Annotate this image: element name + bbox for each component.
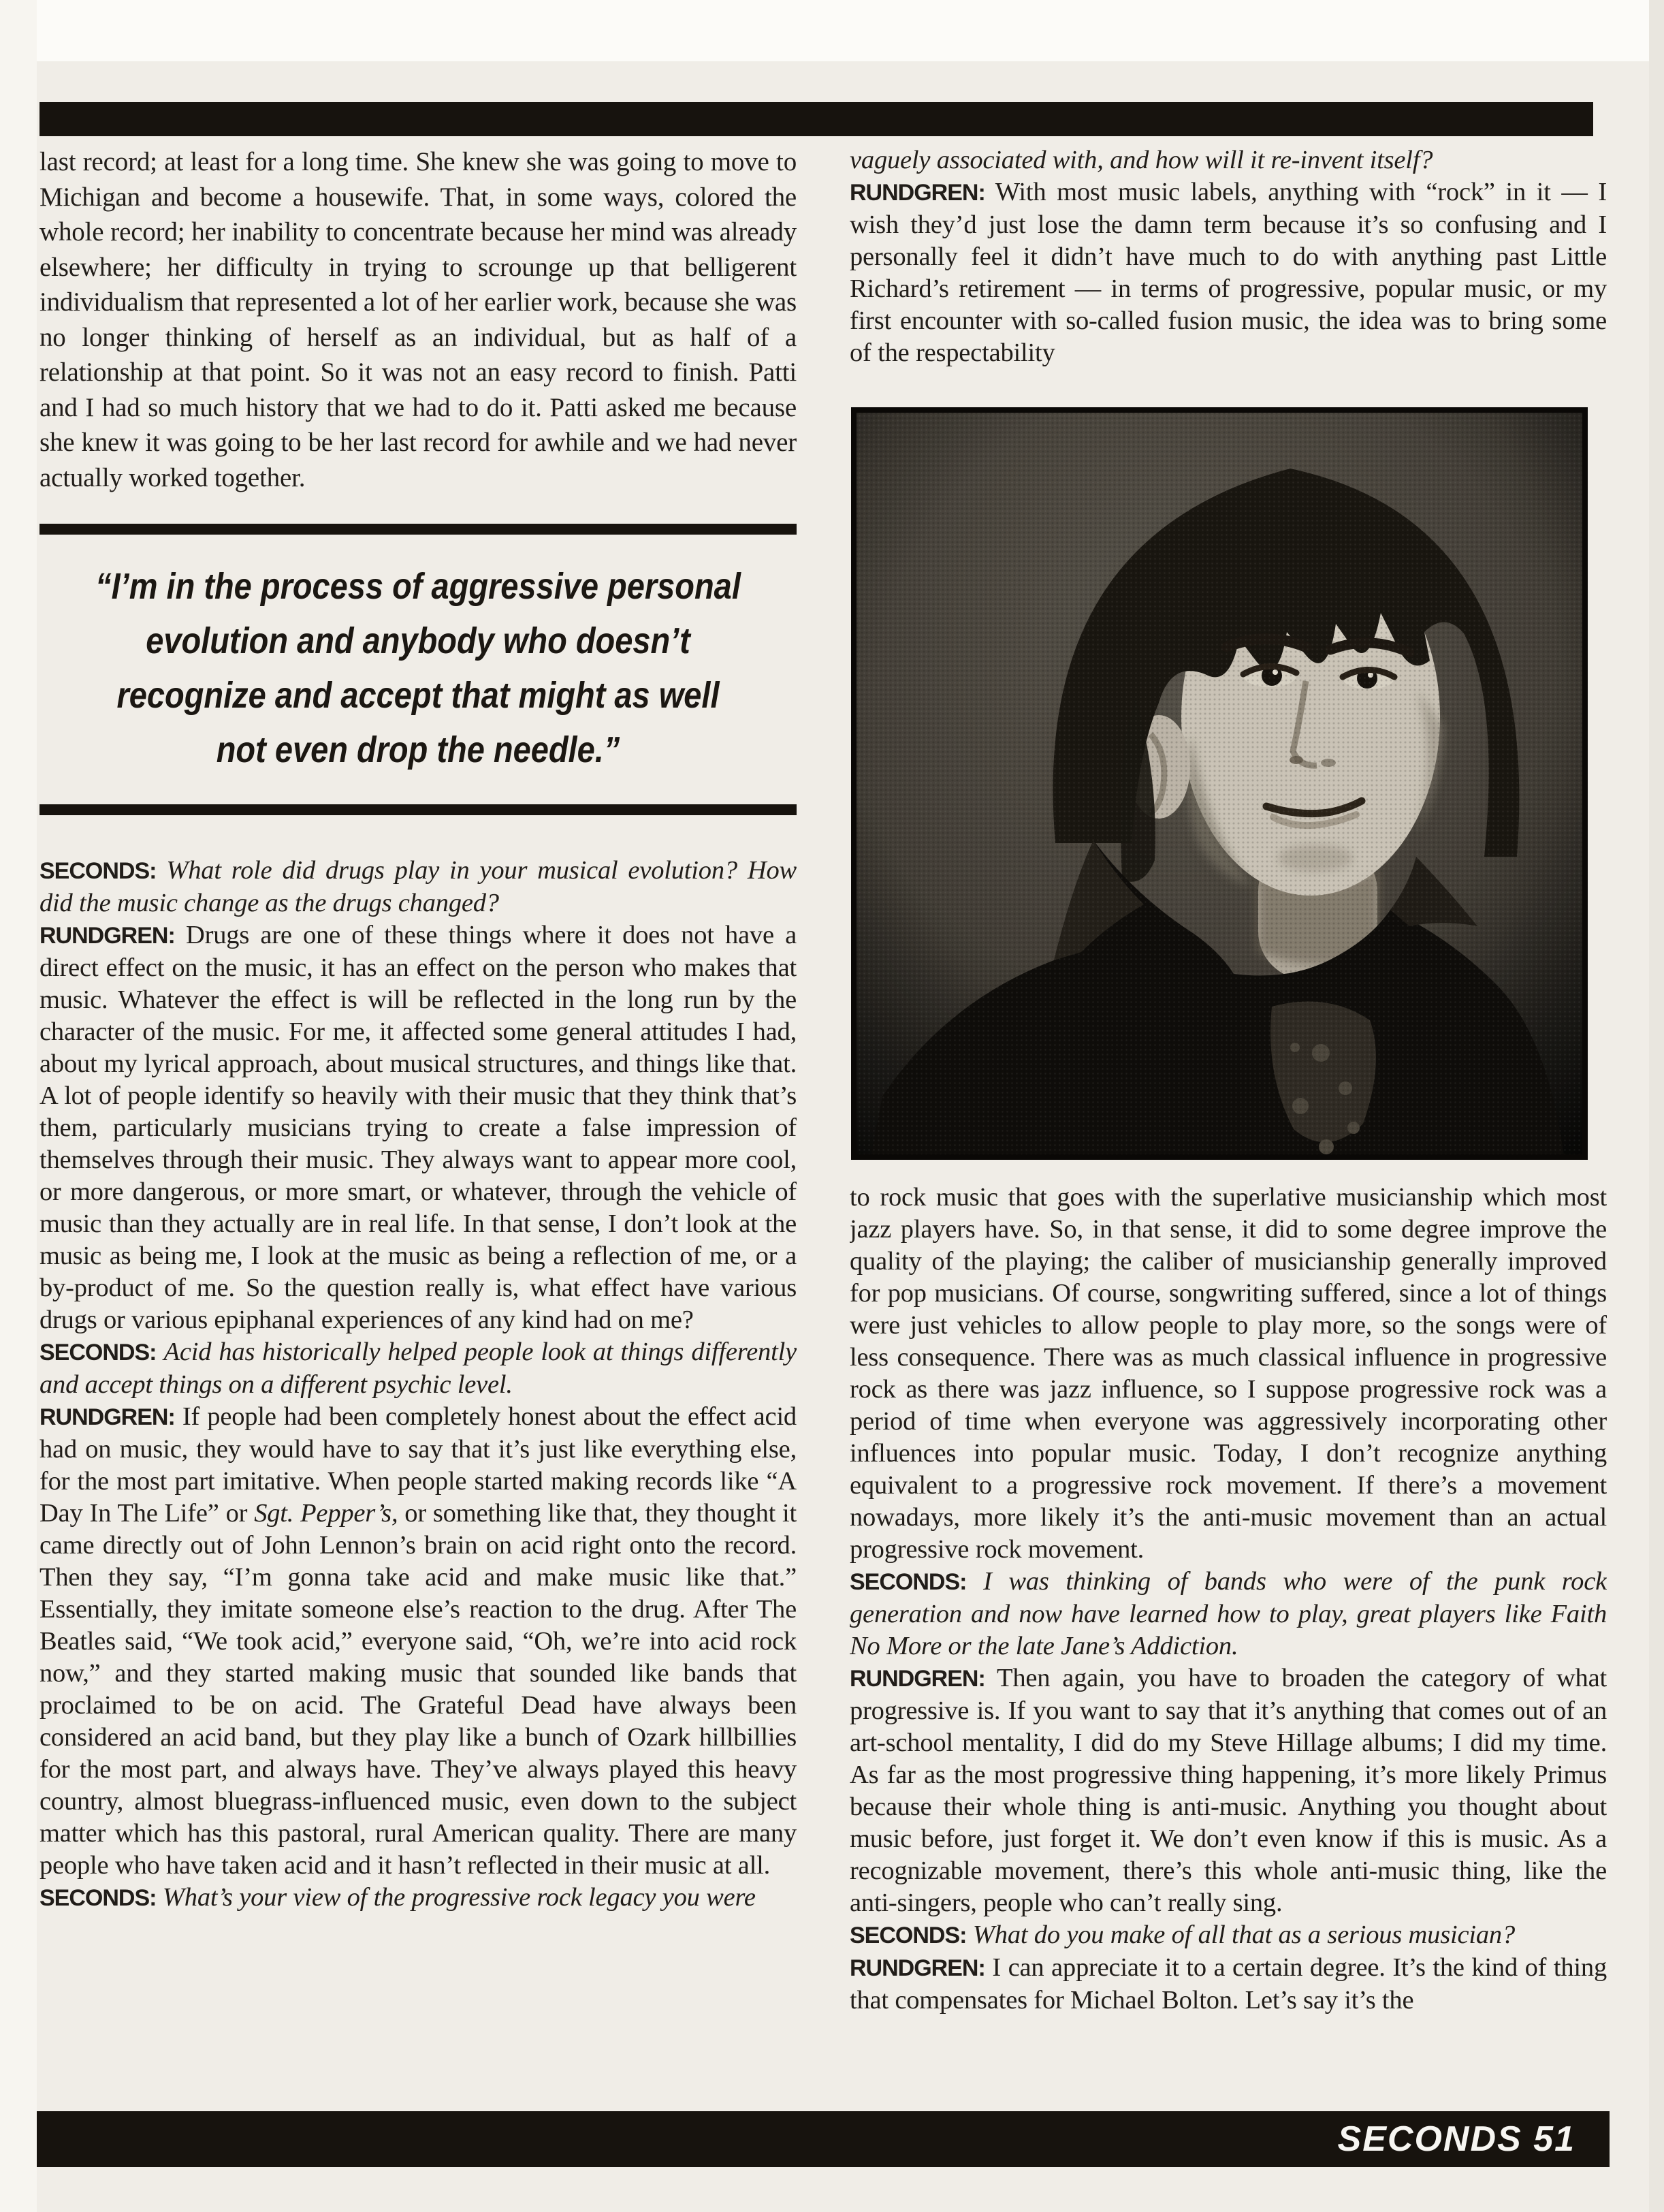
header-rule-bar [39,102,1593,136]
pull-quote [39,524,797,815]
qa-answer [39,919,797,1336]
portrait-photo-illustration [851,407,1588,1160]
question-continuation: vaguely associated with, and how will it re-invent itself? [850,146,1433,174]
pull-quote-line: recognize and accept that might as well [116,675,720,716]
qa-answer [39,1401,797,1882]
speaker-label: SECONDS: [39,1340,157,1365]
pull-quote-top-rule [39,524,797,535]
pull-quote-text [89,535,747,804]
speaker-label: SECONDS: [850,1923,967,1948]
pull-quote-line: evolution and anybody who doesn’t [146,620,690,661]
qa-question [850,1566,1607,1662]
footer-rule-bar [37,2111,1610,2167]
left-column [39,144,797,2106]
qa-question [850,1919,1607,1952]
question-text: What do you make of all that as a serious musician? [972,1921,1516,1949]
qa-question [39,1882,797,1914]
answer-text: or something like that, they thought it came directly out of John Lennon’s brain on acid right onto the record. Then they say, “I’m gonna take acid and make music like that.” Essentially, they imitate someone else’s reaction to the drug. After The Beatles said, “We took acid,” everyone said, “Oh, we’re into acid rock now,” and they started making music that sounded like bands that proclaimed to be on acid. The Grateful Dead have always been considered an acid band, but they play like a bunch of Ozark hillbillies for the most part, and always have. They’ve always played this heavy country, almost bluegrass-influenced music, even down to the subject matter which has this pastoral, rural American quality. There are many people who have taken acid and it hasn’t reflected in their music at all. [39,1499,797,1880]
pull-quote-line: not even drop the needle.” [216,729,620,770]
question-text: I was thinking of bands who were of the punk rock generation and now have learned how to play, great players like Faith No More or the late Jane’s Addiction. [850,1567,1607,1660]
album-title-italic: Sgt. Pepper’s, [254,1499,398,1528]
speaker-label: RUNDGREN: [850,180,985,206]
question-text: What role did drugs play in your musical evolution? How did the music change as the drugs changed? [39,856,797,917]
intro-paragraph: last record; at least for a long time. She knew she was going to move to Michigan and become a housewife. That, in some ways, colored the whole record; her inability to concentrate because her mind was already elsewhere; her difficulty in trying to scrounge up that belligerent individualism that represented a lot of her earlier work, because she was no longer thinking of herself as an individual, but as half of a relationship at that point. So it was not an easy record to finish. Patti and I had so much history that we had to do it. Patti asked me because she knew it was going to be her last record for awhile and we had never actually worked together. [39,147,797,492]
portrait-photo [851,407,1588,1160]
pull-quote-line: “I’m in the process of aggressive personal [95,566,741,607]
qa-answer [850,176,1607,369]
speaker-label: SECONDS: [850,1569,967,1595]
speaker-label: SECONDS: [39,858,157,884]
qa-answer [850,1662,1607,1919]
answer-text: With most music labels, anything with “rock” in it — I wish they’d just lose the damn term because it’s so confusing and I personally feel it didn’t have much to do with anything past Little Richard’s retirement — in terms of progressive, popular music, or my first encounter with so-called fusion music, the idea was to bring some of the respectability [850,178,1607,367]
question-text: What’s your view of the progressive rock legacy you were [162,1883,756,1912]
speaker-label: RUNDGREN: [850,1666,985,1692]
page-left-margin [0,0,37,2212]
answer-text: I can appreciate it to a certain degree. It’s the kind of thing that compensates for Michael Bolton. Let’s say it’s the [850,1953,1607,2014]
answer-text: Then again, you have to broaden the category of what progressive is. If you want to say that it’s anything that comes out of an art-school mentality, I did do my Steve Hillage albums; I did my time. As far as the most progressive thing happening, it’s more likely Primus because their whole thing is anti-music. Anything you thought about music before, just forget it. We don’t even know if this is music. As a recognizable movement, there’s this whole anti-music thing, like the anti-singers, people who can’t really sing. [850,1664,1607,1917]
answer-text: Drugs are one of these things where it does not have a direct effect on the music, it has an effect on the person who makes that music. Whatever the effect is will be reflected in the long run by the character of the music. For me, it affected some general attitudes I had, about my lyrical approach, about musical structures, and things like that. A lot of people identify so heavily with their music that they think that’s them, particularly musicians trying to create a false impression of themselves through their music. They always want to appear more cool, or more dangerous, or more smart, or whatever, through the vehicle of music than they actually are in real life. In that sense, I don’t look at the music as being me, I look at the music as being a reflection of me, or a by-product of me. So the question really is, what effect have various drugs or various epiphanal experiences of any kind had on me? [39,921,797,1334]
page-right-margin [1649,0,1664,2212]
speaker-label: RUNDGREN: [850,1955,985,1981]
speaker-label: RUNDGREN: [39,1404,175,1430]
speaker-label: SECONDS: [39,1885,157,1911]
pull-quote-bottom-rule [39,804,797,815]
speaker-label: RUNDGREN: [39,923,175,949]
right-column [850,144,1607,2106]
question-text: Acid has historically helped people look at things differently and accept things on a different psychic level. [39,1338,797,1399]
answer-text: If people had been completely honest about the effect acid had on music, they would have to say that it’s just like everything else, for the most part imitative. When people started making records like “A Day In The Life” or [39,1402,797,1528]
footer-page-label: SECONDS 51 [1337,2119,1575,2159]
qa-question [39,855,797,919]
qa-answer [850,1952,1607,2017]
qa-question [39,1336,797,1401]
qa-answer-continuation: to rock music that goes with the superlative musicianship which most jazz players have. So, in that sense, it did to some degree improve the quality of the playing; the caliber of musicianship generally improved for pop musicians. Of course, songwriting suffered, since a lot of things were just vehicles to allow people to play more, so the songs were of less consequence. There was as much classical influence in progressive rock as there was jazz influence, so I suppose progressive rock was a period of time when everyone was aggressively incorporating other influences into popular music. Today, I don’t recognize anything equivalent to a progressive rock movement. If there’s a movement nowadays, more likely it’s the anti-music movement than an actual progressive rock movement. [850,1183,1607,1564]
page-top-margin [0,0,1664,61]
